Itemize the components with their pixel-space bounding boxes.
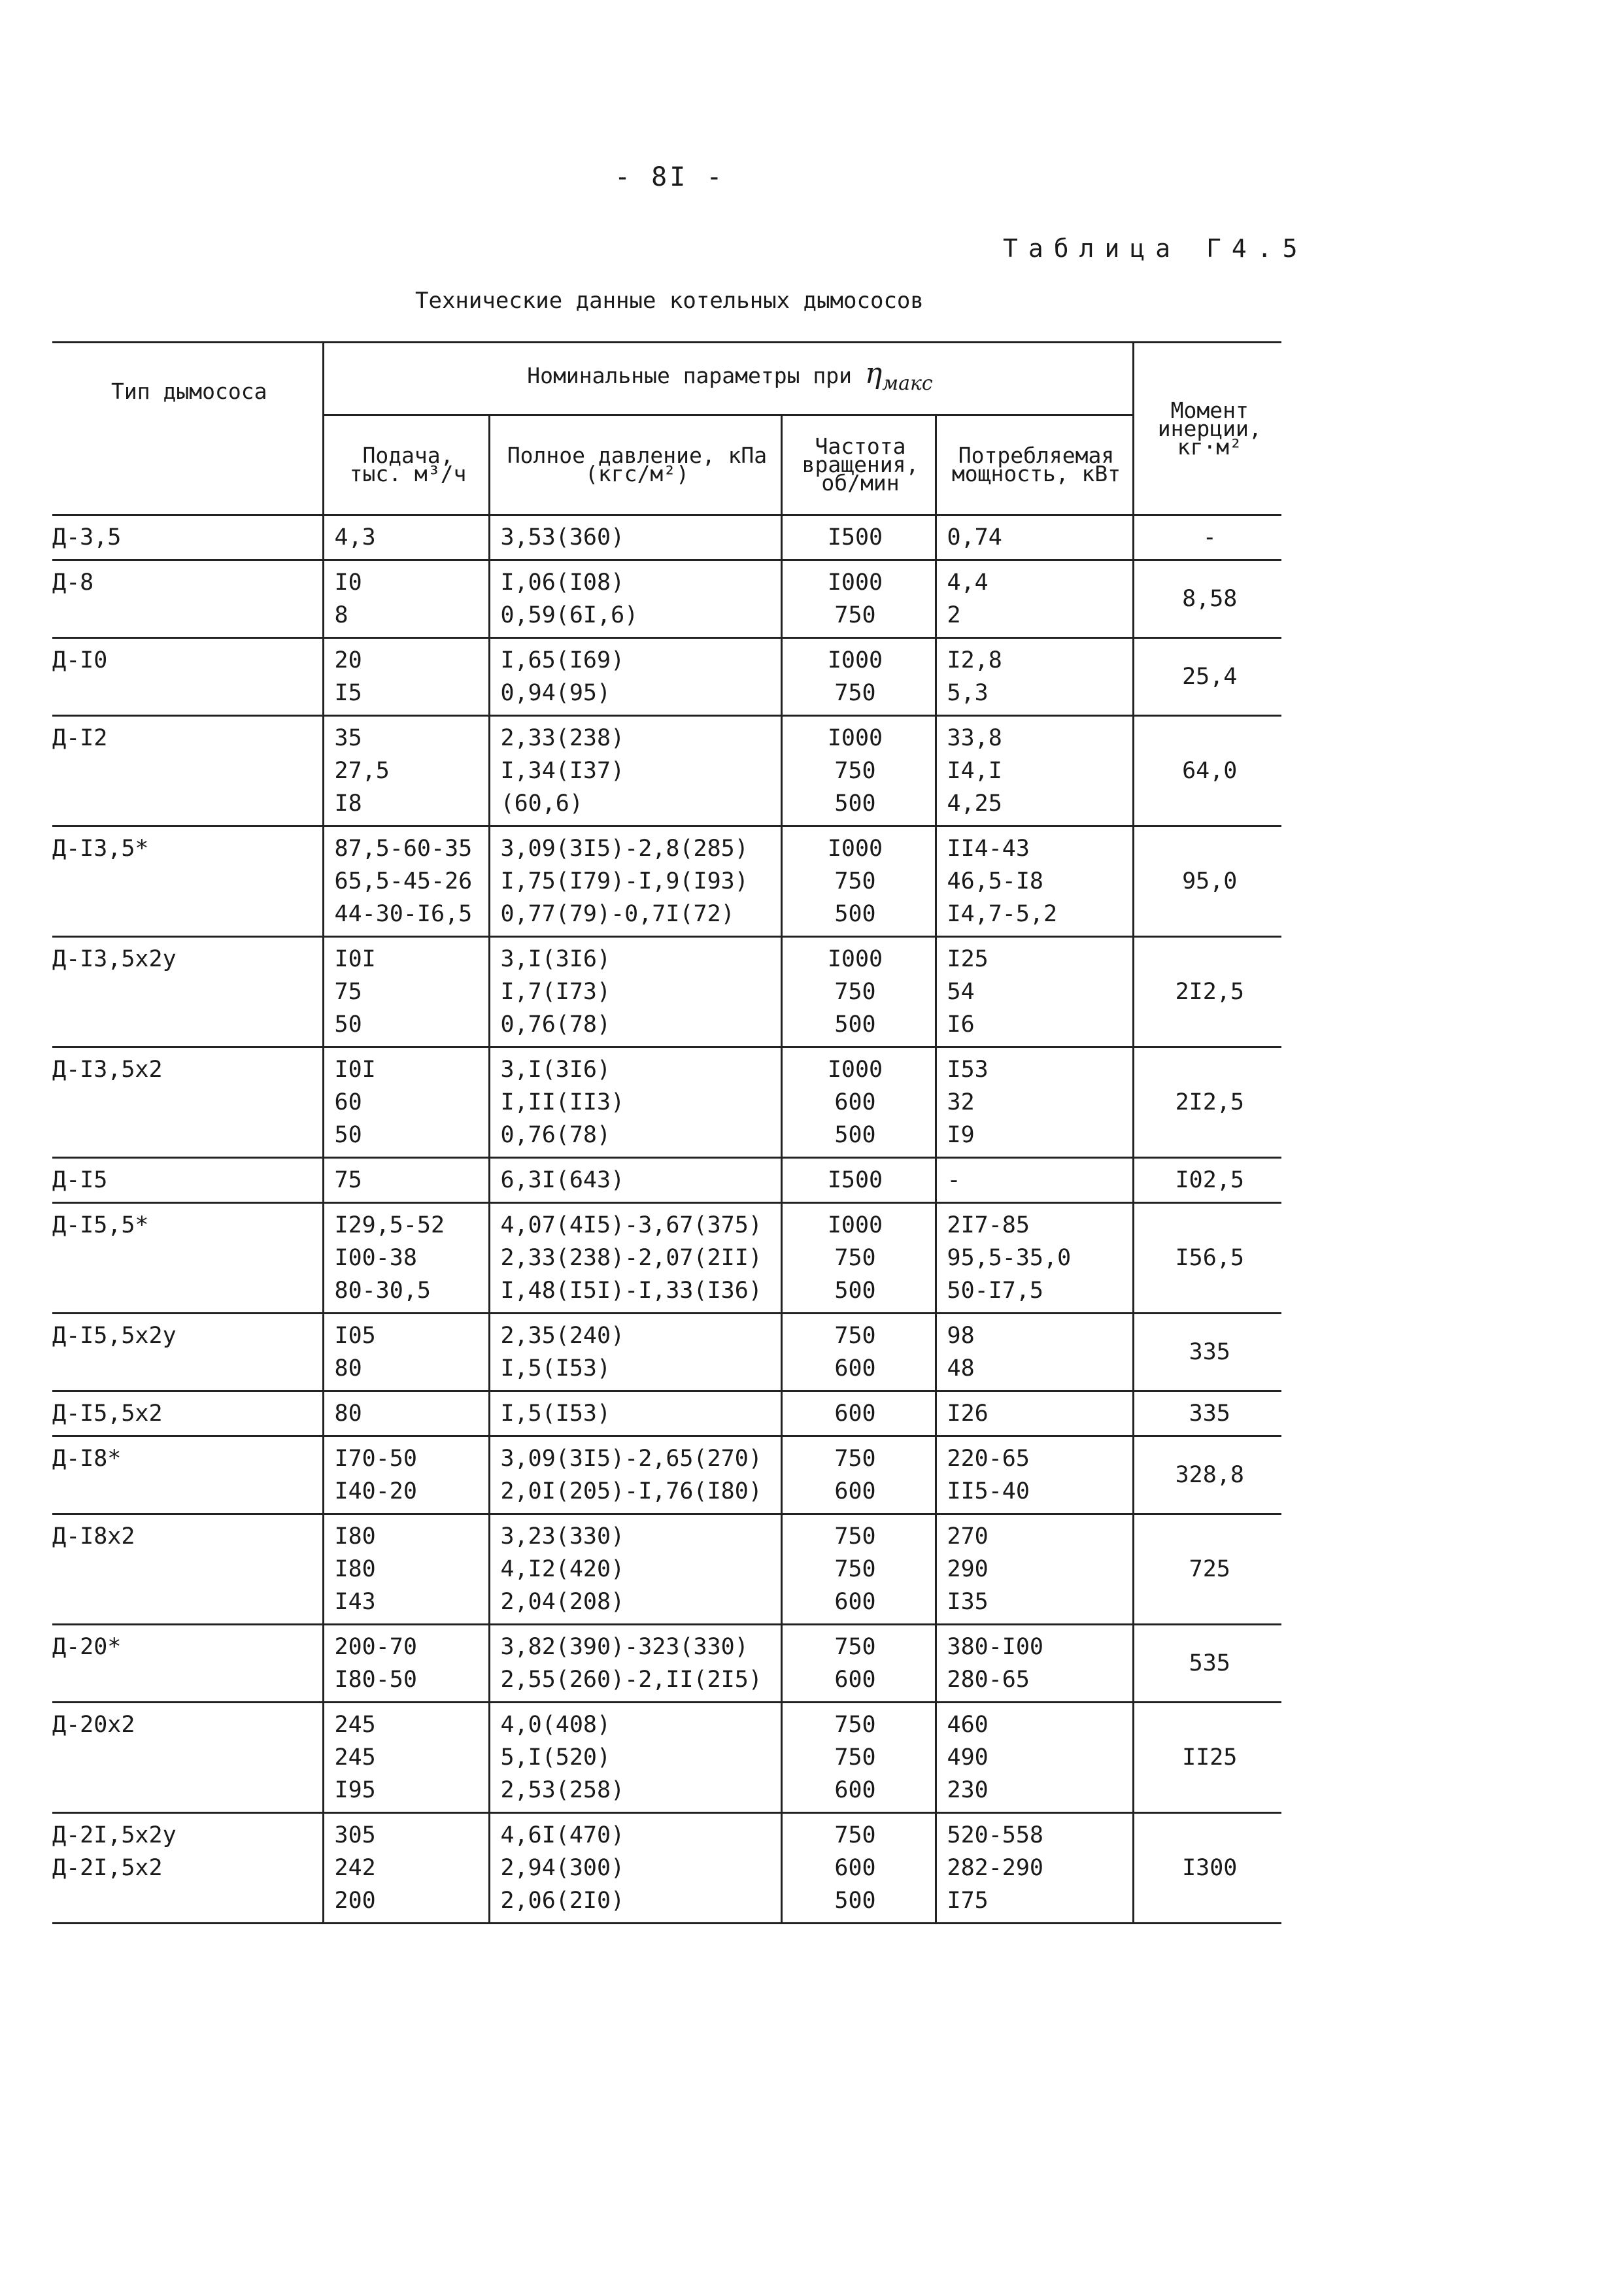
inertia-value: 335 [1133, 1391, 1281, 1436]
pressure-value: I,48(I5I)-I,33(I36) [500, 1278, 762, 1304]
table-row [52, 515, 1281, 560]
pressure-value: 6,3I(643) [500, 1167, 625, 1193]
cell-speed [781, 1436, 936, 1514]
cell-power [936, 560, 1133, 638]
table-caption: Технические данные котельных дымососов [415, 288, 924, 314]
cell-flow [323, 1391, 489, 1436]
speed-value: 600 [834, 1400, 876, 1427]
speed-value: I000 [827, 1057, 883, 1083]
power-value: 2 [947, 602, 961, 628]
speed-value: 750 [834, 1634, 876, 1660]
power-value: 282-290 [947, 1855, 1044, 1881]
cell-type [52, 1514, 323, 1625]
inertia-value: 25,4 [1133, 638, 1281, 716]
speed-value: 750 [834, 680, 876, 706]
power-value: 32 [947, 1089, 975, 1115]
flow-value: 50 [334, 1011, 362, 1038]
speed-value: 750 [834, 1712, 876, 1738]
power-value: 98 [947, 1323, 975, 1349]
cell-type [52, 1314, 323, 1391]
cell-pressure [489, 1813, 781, 1924]
cell-flow [323, 1436, 489, 1514]
table-row [52, 1625, 1281, 1703]
cell-power [936, 1158, 1133, 1203]
inertia-value: - [1133, 515, 1281, 560]
cell-speed [781, 1047, 936, 1158]
header-power: Потребляемая мощность, кВт [936, 415, 1133, 515]
cell-power [936, 937, 1133, 1047]
power-value: - [947, 1167, 961, 1193]
table-row [52, 638, 1281, 716]
flow-value: 20 [334, 647, 362, 673]
cell-type [52, 1813, 323, 1924]
power-value: I53 [947, 1057, 989, 1083]
fan-type: Д-I5,5х2у [52, 1323, 177, 1349]
cell-power [936, 1514, 1133, 1625]
table-body [52, 515, 1281, 1924]
flow-value: 44-30-I6,5 [334, 901, 473, 927]
pressure-value: 2,06(2I0) [500, 1888, 625, 1914]
table-row [52, 826, 1281, 937]
inertia-value: 335 [1133, 1314, 1281, 1391]
table-row [52, 1314, 1281, 1391]
cell-speed [781, 1514, 936, 1625]
pressure-value: 0,59(6I,6) [500, 602, 639, 628]
table-row [52, 1203, 1281, 1314]
inertia-value: I300 [1133, 1813, 1281, 1924]
speed-value: 750 [834, 979, 876, 1005]
pressure-value: 2,33(238)-2,07(2II) [500, 1245, 762, 1271]
flow-value: I00-38 [334, 1245, 417, 1271]
cell-pressure [489, 1703, 781, 1813]
pressure-value: 2,0I(205)-I,76(I80) [500, 1478, 762, 1504]
power-value: I2,8 [947, 647, 1002, 673]
header-flow: Подача, тыс. м³/ч [323, 415, 489, 515]
inertia-value: 2I2,5 [1133, 937, 1281, 1047]
table-row [52, 560, 1281, 638]
cell-type [52, 1203, 323, 1314]
flow-value: I8 [334, 790, 362, 817]
cell-pressure [489, 515, 781, 560]
speed-value: 600 [834, 1589, 876, 1615]
flow-value: I0 [334, 569, 362, 596]
cell-power [936, 1314, 1133, 1391]
power-value: I35 [947, 1589, 989, 1615]
cell-pressure [489, 1514, 781, 1625]
cell-power [936, 1047, 1133, 1158]
power-value: I75 [947, 1888, 989, 1914]
cell-pressure [489, 1047, 781, 1158]
speed-value: I000 [827, 725, 883, 751]
inertia-value: 95,0 [1133, 826, 1281, 937]
cell-type [52, 826, 323, 937]
cell-flow [323, 1514, 489, 1625]
cell-speed [781, 1158, 936, 1203]
cell-type [52, 515, 323, 560]
cell-power [936, 1391, 1133, 1436]
pressure-value: 2,04(208) [500, 1589, 625, 1615]
cell-power [936, 1436, 1133, 1514]
speed-value: 500 [834, 901, 876, 927]
pressure-value: I,06(I08) [500, 569, 625, 596]
power-value: 46,5-I8 [947, 868, 1044, 894]
flow-value: I80 [334, 1523, 376, 1550]
power-value: 2I7-85 [947, 1212, 1030, 1238]
fan-type: Д-I0 [52, 647, 108, 673]
flow-value: 87,5-60-35 [334, 836, 473, 862]
flow-value: I95 [334, 1777, 376, 1803]
cell-flow [323, 638, 489, 716]
table-row [52, 1514, 1281, 1625]
power-value: 460 [947, 1712, 989, 1738]
flow-value: I70-50 [334, 1446, 417, 1472]
flow-value: I40-20 [334, 1478, 417, 1504]
fan-type: Д-2I,5х2 [52, 1855, 163, 1881]
cell-speed [781, 1625, 936, 1703]
flow-value: 75 [334, 979, 362, 1005]
flow-value: I0I [334, 946, 376, 972]
pressure-value: 2,35(240) [500, 1323, 625, 1349]
cell-pressure [489, 1203, 781, 1314]
flow-value: 27,5 [334, 758, 390, 784]
cell-flow [323, 1047, 489, 1158]
cell-type [52, 1703, 323, 1813]
pressure-value: 3,I(3I6) [500, 946, 611, 972]
inertia-value: I02,5 [1133, 1158, 1281, 1203]
cell-flow [323, 716, 489, 826]
cell-power [936, 1813, 1133, 1924]
power-value: 4,4 [947, 569, 989, 596]
fan-type: Д-I3,5х2у [52, 946, 177, 972]
pressure-value: 0,76(78) [500, 1011, 611, 1038]
power-value: 380-I00 [947, 1634, 1044, 1660]
pressure-value: (60,6) [500, 790, 583, 817]
speed-value: 750 [834, 602, 876, 628]
speed-value: 600 [834, 1355, 876, 1382]
cell-flow [323, 1203, 489, 1314]
speed-value: 750 [834, 1523, 876, 1550]
power-value: II4-43 [947, 836, 1030, 862]
fan-type: Д-3,5 [52, 524, 122, 551]
speed-value: 500 [834, 1011, 876, 1038]
fan-type: Д-I5 [52, 1167, 108, 1193]
inertia-value: 2I2,5 [1133, 1047, 1281, 1158]
cell-type [52, 1436, 323, 1514]
cell-flow [323, 1158, 489, 1203]
speed-value: I500 [827, 1167, 883, 1193]
cell-flow [323, 515, 489, 560]
cell-power [936, 1203, 1133, 1314]
inertia-value: II25 [1133, 1703, 1281, 1813]
cell-power [936, 826, 1133, 937]
pressure-value: 3,23(330) [500, 1523, 625, 1550]
cell-flow [323, 560, 489, 638]
power-value: 490 [947, 1744, 989, 1771]
flow-value: 4,3 [334, 524, 376, 551]
pressure-value: 0,77(79)-0,7I(72) [500, 901, 735, 927]
pressure-value: 3,53(360) [500, 524, 625, 551]
fan-type: Д-I8х2 [52, 1523, 135, 1550]
cell-pressure [489, 638, 781, 716]
cell-speed [781, 638, 936, 716]
cell-speed [781, 1703, 936, 1813]
speed-value: 750 [834, 1323, 876, 1349]
fan-type: Д-20* [52, 1634, 122, 1660]
cell-pressure [489, 1436, 781, 1514]
cell-pressure [489, 1314, 781, 1391]
cell-type [52, 1625, 323, 1703]
inertia-value: I56,5 [1133, 1203, 1281, 1314]
power-value: 33,8 [947, 725, 1002, 751]
cell-speed [781, 1813, 936, 1924]
speed-value: 750 [834, 758, 876, 784]
power-value: 4,25 [947, 790, 1002, 817]
speed-value: 500 [834, 1278, 876, 1304]
header-type: Тип дымососа [52, 343, 323, 515]
power-value: 220-65 [947, 1446, 1030, 1472]
speed-value: 500 [834, 1122, 876, 1148]
table-row [52, 1813, 1281, 1924]
flow-value: 60 [334, 1089, 362, 1115]
cell-pressure [489, 1158, 781, 1203]
pressure-value: 5,I(520) [500, 1744, 611, 1771]
flow-value: I29,5-52 [334, 1212, 445, 1238]
cell-power [936, 716, 1133, 826]
table-row [52, 1047, 1281, 1158]
flow-value: 80 [334, 1355, 362, 1382]
header-inertia: Момент инерции, кг·м² [1133, 343, 1281, 515]
pressure-value: 0,94(95) [500, 680, 611, 706]
pressure-value: 2,33(238) [500, 725, 625, 751]
flow-value: 200 [334, 1888, 376, 1914]
flow-value: 35 [334, 725, 362, 751]
power-value: 95,5-35,0 [947, 1245, 1072, 1271]
speed-value: 750 [834, 1446, 876, 1472]
fan-type: Д-I2 [52, 725, 108, 751]
power-value: I25 [947, 946, 989, 972]
flow-value: 200-70 [334, 1634, 417, 1660]
cell-power [936, 1703, 1133, 1813]
table-row [52, 1436, 1281, 1514]
pressure-value: 3,82(390)-323(330) [500, 1634, 749, 1660]
fan-type: Д-2I,5х2у [52, 1822, 177, 1848]
speed-value: 750 [834, 1245, 876, 1271]
cell-speed [781, 1314, 936, 1391]
speed-value: 600 [834, 1855, 876, 1881]
table-row [52, 1158, 1281, 1203]
flow-value: I80-50 [334, 1667, 417, 1693]
speed-value: 600 [834, 1777, 876, 1803]
power-value: I9 [947, 1122, 975, 1148]
flow-value: 245 [334, 1712, 376, 1738]
flow-value: 50 [334, 1122, 362, 1148]
speed-value: 600 [834, 1478, 876, 1504]
fan-type: Д-I3,5* [52, 836, 149, 862]
inertia-value: 535 [1133, 1625, 1281, 1703]
pressure-value: 3,09(3I5)-2,65(270) [500, 1446, 762, 1472]
power-value: 230 [947, 1777, 989, 1803]
cell-power [936, 1625, 1133, 1703]
fan-type: Д-20х2 [52, 1712, 135, 1738]
pressure-value: 4,6I(470) [500, 1822, 625, 1848]
cell-type [52, 1047, 323, 1158]
fan-type: Д-I3,5х2 [52, 1057, 163, 1083]
cell-pressure [489, 560, 781, 638]
flow-value: 75 [334, 1167, 362, 1193]
cell-power [936, 515, 1133, 560]
eta-symbol: $\eta_{макс}$ [864, 356, 933, 395]
power-value: 280-65 [947, 1667, 1030, 1693]
table-row [52, 1391, 1281, 1436]
page-number: - 8I - [615, 162, 725, 192]
pressure-value: 0,76(78) [500, 1122, 611, 1148]
cell-speed [781, 1203, 936, 1314]
power-value: I6 [947, 1011, 975, 1038]
pressure-value: I,II(II3) [500, 1089, 625, 1115]
inertia-value: 328,8 [1133, 1436, 1281, 1514]
speed-value: I500 [827, 524, 883, 551]
flow-value: 80-30,5 [334, 1278, 431, 1304]
flow-value: 8 [334, 602, 348, 628]
pressure-value: 2,94(300) [500, 1855, 625, 1881]
speed-value: 750 [834, 1556, 876, 1582]
flow-value: I0I [334, 1057, 376, 1083]
cell-pressure [489, 937, 781, 1047]
speed-value: 500 [834, 790, 876, 817]
pressure-value: 2,53(258) [500, 1777, 625, 1803]
cell-speed [781, 937, 936, 1047]
pressure-value: I,7(I73) [500, 979, 611, 1005]
cell-flow [323, 1314, 489, 1391]
power-value: 48 [947, 1355, 975, 1382]
table-row [52, 937, 1281, 1047]
power-value: II5-40 [947, 1478, 1030, 1504]
inertia-value: 8,58 [1133, 560, 1281, 638]
inertia-value: 725 [1133, 1514, 1281, 1625]
power-value: 270 [947, 1523, 989, 1550]
pressure-value: I,65(I69) [500, 647, 625, 673]
pressure-value: I,5(I53) [500, 1355, 611, 1382]
flow-value: 305 [334, 1822, 376, 1848]
flow-value: 80 [334, 1400, 362, 1427]
speed-value: 750 [834, 868, 876, 894]
eta-subscript: макс [882, 371, 933, 395]
speed-value: 750 [834, 1822, 876, 1848]
cell-speed [781, 515, 936, 560]
cell-flow [323, 1703, 489, 1813]
flow-value: 242 [334, 1855, 376, 1881]
speed-value: I000 [827, 836, 883, 862]
table-row [52, 1703, 1281, 1813]
speed-value: I000 [827, 569, 883, 596]
pressure-value: I,5(I53) [500, 1400, 611, 1427]
table-row [52, 716, 1281, 826]
power-value: 290 [947, 1556, 989, 1582]
cell-type [52, 937, 323, 1047]
speed-value: 600 [834, 1667, 876, 1693]
header-nominal-group [323, 343, 1133, 415]
pressure-value: 3,09(3I5)-2,8(285) [500, 836, 749, 862]
header-speed: Частота вращения, об/мин [781, 415, 936, 515]
cell-type [52, 1391, 323, 1436]
cell-type [52, 1158, 323, 1203]
speed-value: I000 [827, 647, 883, 673]
flow-value: I80 [334, 1556, 376, 1582]
cell-type [52, 560, 323, 638]
flow-value: 245 [334, 1744, 376, 1771]
pressure-value: I,75(I79)-I,9(I93) [500, 868, 749, 894]
pressure-value: 2,55(260)-2,II(2I5) [500, 1667, 762, 1693]
cell-type [52, 716, 323, 826]
header-nominal-label: Номинальные параметры при [527, 362, 852, 388]
cell-flow [323, 1625, 489, 1703]
pressure-value: 4,0(408) [500, 1712, 611, 1738]
power-value: I26 [947, 1400, 989, 1427]
speed-value: 750 [834, 1744, 876, 1771]
fan-type: Д-I8* [52, 1446, 122, 1472]
pressure-value: 3,I(3I6) [500, 1057, 611, 1083]
speed-value: I000 [827, 1212, 883, 1238]
flow-value: 65,5-45-26 [334, 868, 473, 894]
cell-speed [781, 826, 936, 937]
power-value: 5,3 [947, 680, 989, 706]
flow-value: I5 [334, 680, 362, 706]
inertia-value: 64,0 [1133, 716, 1281, 826]
speed-value: I000 [827, 946, 883, 972]
power-value: I4,7-5,2 [947, 901, 1058, 927]
power-value: 0,74 [947, 524, 1002, 551]
fan-type: Д-I5,5* [52, 1212, 149, 1238]
cell-power [936, 638, 1133, 716]
cell-speed [781, 560, 936, 638]
pressure-value: 4,I2(420) [500, 1556, 625, 1582]
smoke-exhauster-table [52, 341, 1281, 1924]
cell-pressure [489, 716, 781, 826]
speed-value: 600 [834, 1089, 876, 1115]
cell-speed [781, 716, 936, 826]
power-value: 54 [947, 979, 975, 1005]
fan-type: Д-I5,5х2 [52, 1400, 163, 1427]
cell-flow [323, 1813, 489, 1924]
pressure-value: 4,07(4I5)-3,67(375) [500, 1212, 762, 1238]
cell-flow [323, 826, 489, 937]
pressure-value: I,34(I37) [500, 758, 625, 784]
table-label: Таблица Г4.5 [1003, 234, 1308, 263]
power-value: 50-I7,5 [947, 1278, 1044, 1304]
flow-value: I05 [334, 1323, 376, 1349]
header-pressure: Полное давление, кПа (кгс/м²) [489, 415, 781, 515]
power-value: 520-558 [947, 1822, 1044, 1848]
cell-pressure [489, 826, 781, 937]
cell-flow [323, 937, 489, 1047]
cell-speed [781, 1391, 936, 1436]
cell-pressure [489, 1391, 781, 1436]
fan-type: Д-8 [52, 569, 94, 596]
cell-pressure [489, 1625, 781, 1703]
power-value: I4,I [947, 758, 1002, 784]
flow-value: I43 [334, 1589, 376, 1615]
cell-type [52, 638, 323, 716]
speed-value: 500 [834, 1888, 876, 1914]
